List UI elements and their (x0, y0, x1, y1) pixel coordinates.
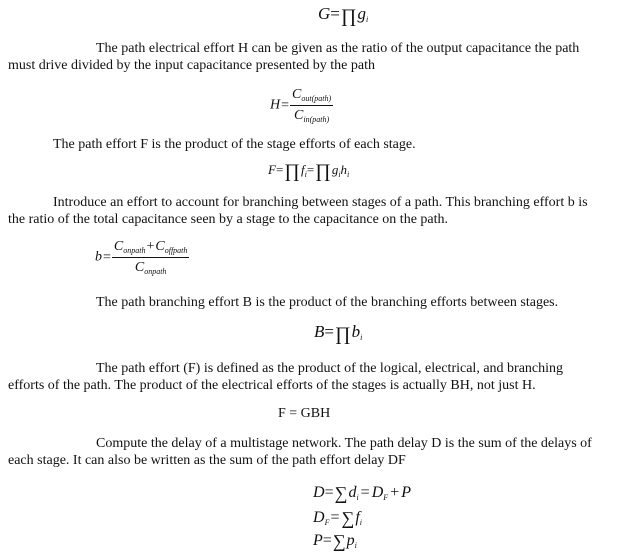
eq-b-lhs: b (95, 249, 102, 265)
eq-h-fraction (290, 86, 333, 125)
eq-fgbh-text: F = GBH (278, 406, 331, 421)
eq-d-equals2: = (360, 484, 370, 501)
eq-b-equals: = (103, 249, 111, 265)
para2-text: The path effort F is the product of the stage efforts of each stage. (53, 137, 416, 152)
sum-symbol: ∑ (341, 508, 355, 528)
product-symbol: ∏ (334, 324, 351, 345)
eq-g-sub: i (366, 15, 369, 24)
eq-d-term2: P (401, 484, 411, 501)
eq-b-den-var: C (134, 259, 145, 275)
eq-f-equals: = (275, 162, 284, 177)
eq-b-plus: + (146, 239, 155, 254)
eq-d-term1: D (371, 484, 384, 501)
equation-path-effort (268, 160, 349, 183)
eq-df-sub: i (359, 518, 363, 527)
eq-d-plus: + (390, 484, 400, 501)
eq-f-equals2: = (306, 162, 315, 177)
eq-d-term1-sub: F (383, 493, 389, 502)
equation-branching-effort (95, 238, 189, 277)
equation-path-branching (314, 322, 362, 346)
equation-electrical-effort (270, 86, 333, 125)
eq-p-equals: = (322, 532, 332, 549)
eq-p-sub: i (354, 541, 357, 550)
eq-f-var2b: h (340, 162, 348, 177)
eq-h-den-sub: in(path) (303, 114, 330, 124)
eq-h-equals: = (281, 97, 290, 113)
equation-effort-delay (313, 508, 362, 530)
eq-h-lhs: H (270, 97, 281, 113)
paragraph-electrical-effort (8, 40, 598, 74)
paragraph-path-effort-definition (8, 360, 598, 394)
eq-bb-lhs: B (314, 322, 325, 341)
equation-path-delay (313, 483, 411, 505)
eq-df-equals: = (330, 509, 340, 526)
para6-text: Compute the delay of a multistage network. The path delay D is the sum of the delays of each stage. It can also be written as the sum of the path effort delay DF (8, 436, 592, 469)
eq-bb-equals: = (324, 322, 334, 341)
eq-h-num-sub: out(path) (301, 94, 332, 103)
eq-g-lhs: G (318, 4, 331, 23)
eq-d-equals: = (324, 484, 334, 501)
para4-text: The path branching effort B is the product of the branching efforts between stages. (96, 295, 559, 310)
product-symbol: ∏ (340, 6, 357, 27)
product-symbol: ∏ (284, 161, 300, 182)
eq-f-sub1: i (304, 170, 307, 179)
eq-p-var: p (346, 532, 355, 549)
eq-h-den-var: C (294, 107, 304, 123)
eq-b-num-var1: C (113, 239, 124, 254)
eq-g-equals: = (330, 4, 340, 23)
eq-b-fraction (112, 238, 190, 277)
sum-symbol: ∑ (334, 483, 348, 503)
paragraph-path-effort (8, 136, 598, 153)
eq-h-num-var: C (292, 87, 302, 102)
equation-logical-effort (318, 4, 368, 28)
eq-f-sub2a: i (338, 170, 341, 179)
equation-parasitic-delay (313, 531, 357, 553)
sum-symbol: ∑ (332, 531, 346, 551)
eq-d-sub: i (356, 493, 359, 502)
eq-g-var: g (357, 4, 367, 23)
eq-p-lhs: P (313, 532, 323, 549)
eq-f-lhs: F (268, 162, 276, 177)
eq-b-den-sub: onpath (144, 266, 167, 276)
eq-b-num-sub1: onpath (123, 246, 146, 255)
para3-text: Introduce an effort to account for branching between stages of a path. This branching effort b is the ratio of the total capacitance seen by a stage to the capacitance on the path. (8, 195, 588, 228)
eq-df-var: f (355, 509, 360, 526)
eq-f-var1: f (300, 162, 305, 177)
para1-text: The path electrical effort H can be given as the ratio of the output capacitance the path must drive divided by the input capacitance presented by the path (8, 41, 580, 74)
paragraph-path-branching (8, 294, 598, 311)
eq-f-var2a: g (331, 162, 339, 177)
eq-b-num-var2: C (155, 239, 165, 254)
equation-f-gbh (278, 405, 330, 422)
eq-d-var: d (348, 484, 357, 501)
eq-f-sub2b: i (347, 170, 350, 179)
eq-bb-sub: i (360, 333, 363, 342)
eq-df-lhs: D (313, 509, 325, 526)
paragraph-branching-effort (8, 194, 598, 228)
eq-d-lhs: D (313, 484, 325, 501)
eq-bb-var: b (351, 322, 361, 341)
para5-text: The path effort (F) is defined as the product of the logical, electrical, and branching efforts of the path. The product of the electrical efforts of the stages is actually BH, not just H. (8, 361, 564, 394)
product-symbol: ∏ (315, 161, 331, 182)
eq-df-lhs-sub: F (324, 518, 330, 527)
paragraph-delay (8, 435, 598, 469)
eq-b-num-sub2: offpath (164, 246, 188, 255)
